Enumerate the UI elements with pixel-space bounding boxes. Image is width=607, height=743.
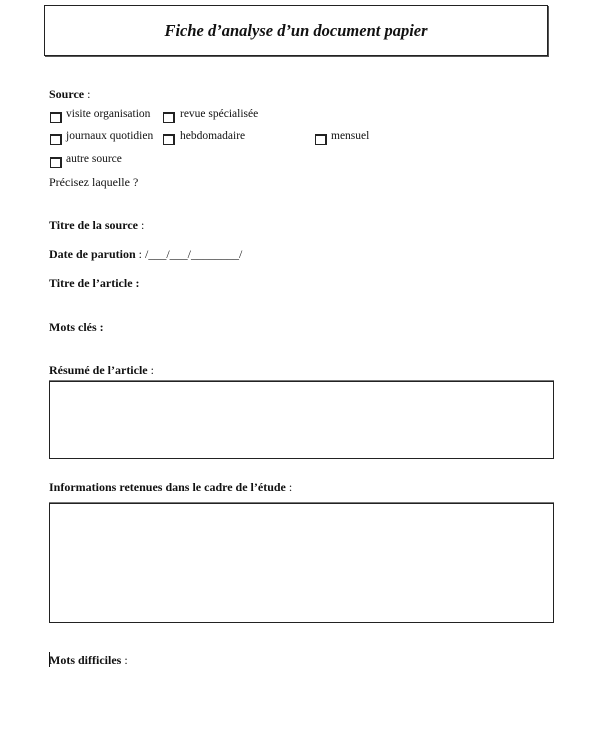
resume-textbox[interactable]	[49, 381, 554, 459]
mots-difficiles-label: Mots difficiles	[49, 653, 122, 667]
informations-label-bold: Informations retenues dans le cadre de l’étude	[49, 480, 286, 494]
informations-textbox[interactable]	[49, 503, 554, 623]
date-parution-field[interactable]	[49, 247, 242, 261]
resume-label	[49, 363, 154, 377]
informations-label-colon: :	[285, 480, 293, 494]
option-autre-source[interactable]: autre source	[66, 153, 122, 165]
resume-label-colon: :	[147, 363, 154, 377]
mots-cles-field[interactable]	[49, 320, 104, 334]
option-journaux-quotidien[interactable]: journaux quotidien	[66, 130, 154, 142]
checkbox-mensuel-icon[interactable]	[315, 134, 327, 145]
resume-label-bold: Résumé de l’article	[49, 363, 148, 377]
option-hebdomadaire[interactable]: hebdomadaire	[180, 130, 246, 142]
informations-label	[49, 480, 292, 494]
date-parution-blanks: : /___/___/________/	[135, 247, 243, 261]
source-label	[49, 87, 90, 101]
titre-source-colon: :	[138, 218, 145, 232]
mots-difficiles-field[interactable]	[49, 653, 128, 667]
source-label-bold: Source	[49, 87, 85, 101]
checkbox-hebdomadaire-icon[interactable]	[163, 134, 175, 145]
checkbox-visite-organisation-icon[interactable]	[50, 112, 62, 123]
source-label-colon: :	[84, 87, 91, 101]
mots-cles-label: Mots clés :	[49, 320, 104, 334]
title-box	[44, 5, 548, 56]
checkbox-autre-source-icon[interactable]	[50, 157, 62, 168]
checkbox-journaux-quotidien-icon[interactable]	[50, 134, 62, 145]
date-parution-label: Date de parution	[49, 247, 136, 261]
checkbox-revue-specialisee-icon[interactable]	[163, 112, 175, 123]
option-mensuel[interactable]: mensuel	[331, 130, 370, 142]
mots-difficiles-colon: :	[121, 653, 128, 667]
titre-source-field[interactable]	[49, 218, 144, 232]
precisez-laquelle: Précisez laquelle ?	[49, 175, 139, 189]
titre-article-label: Titre de l’article :	[49, 276, 140, 290]
option-revue-specialisee[interactable]: revue spécialisée	[180, 108, 259, 120]
document-title: Fiche d’analyse d’un document papier	[164, 21, 428, 40]
titre-article-field[interactable]	[49, 276, 140, 290]
titre-source-label: Titre de la source	[49, 218, 138, 232]
option-visite-organisation[interactable]: visite organisation	[66, 108, 151, 120]
